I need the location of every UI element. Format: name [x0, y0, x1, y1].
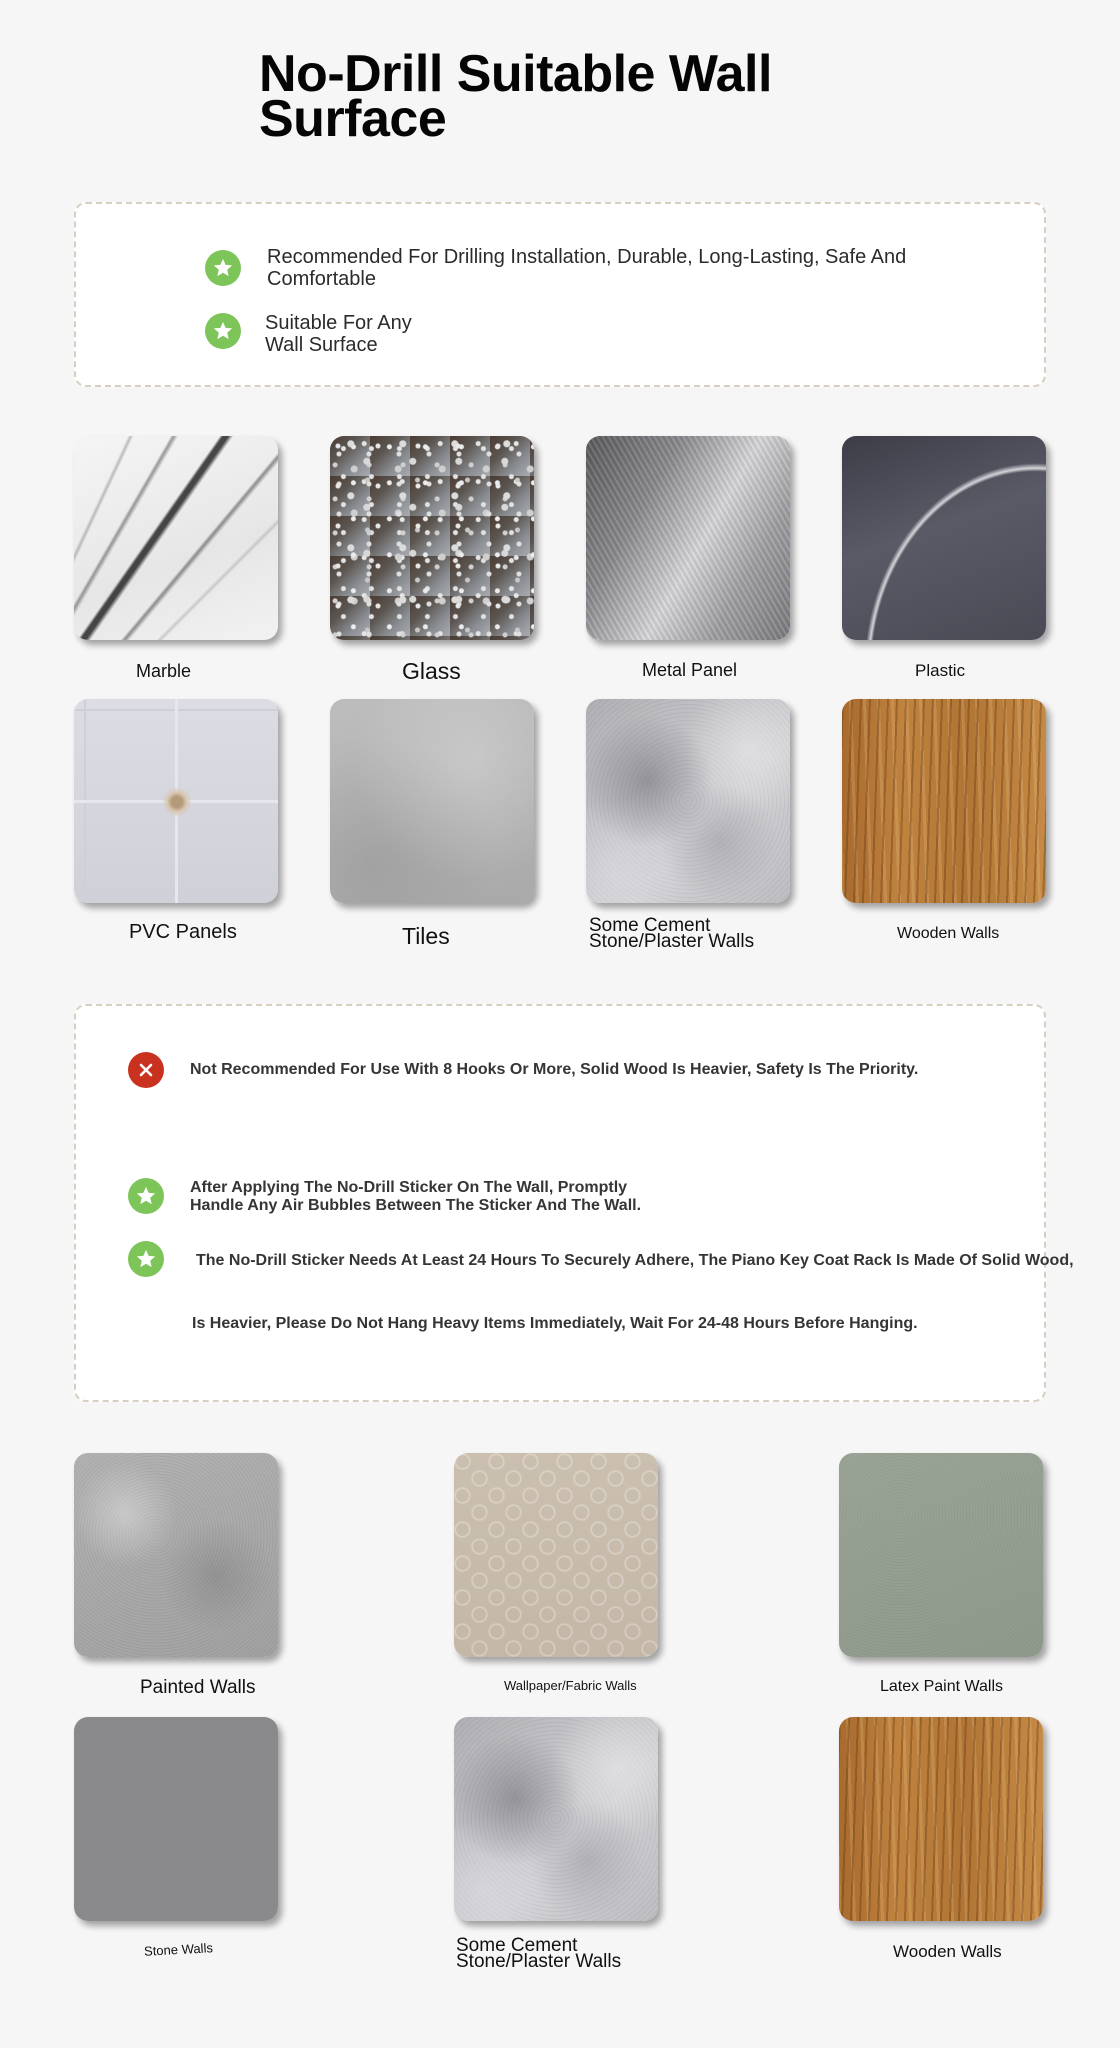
- star-icon: [205, 313, 241, 349]
- label-wooden-walls: Wooden Walls: [893, 1942, 1002, 1961]
- note-not-recommended: Not Recommended For Use With 8 Hooks Or More, Solid Wood Is Heavier, Safety Is The Priority.: [190, 1061, 919, 1078]
- info-text-recommended: Recommended For Drilling Installation, Durable, Long-Lasting, Safe And Comfortable: [267, 246, 907, 290]
- label-wooden-walls: Wooden Walls: [897, 925, 1000, 942]
- texture-marble: [74, 436, 278, 640]
- texture-plastic: [842, 436, 1046, 640]
- close-icon: [128, 1052, 164, 1088]
- label-plastic: Plastic: [915, 661, 966, 680]
- label-pvc-panels: PVC Panels: [129, 921, 237, 943]
- page-title: No-Drill Suitable Wall Surface: [259, 45, 772, 148]
- note-adhere-line1: The No-Drill Sticker Needs At Least 24 Hours To Securely Adhere, The Piano Key Coat Rack Is Made Of Solid Wood,: [196, 1252, 1074, 1269]
- note-adhere-line2: Is Heavier, Please Do Not Hang Heavy Items Immediately, Wait For 24-48 Hours Before Hanging.: [192, 1315, 918, 1332]
- star-icon: [128, 1178, 164, 1214]
- texture-painted-walls: [74, 1453, 278, 1657]
- label-marble: Marble: [136, 661, 192, 681]
- info-text-suitable: Suitable For Any Wall Surface: [265, 312, 412, 356]
- label-wallpaper-fabric: Wallpaper/Fabric Walls: [504, 1678, 637, 1693]
- label-metal-panel: Metal Panel: [642, 660, 738, 680]
- label-painted-walls: Painted Walls: [140, 1677, 256, 1698]
- star-icon: [128, 1241, 164, 1277]
- label-tiles: Tiles: [402, 923, 450, 949]
- texture-glass: [330, 436, 534, 640]
- star-icon: [205, 250, 241, 286]
- label-stone-walls: Stone Walls: [143, 1940, 214, 1959]
- texture-latex-paint: [839, 1453, 1043, 1657]
- info-box-recommended: [74, 202, 1046, 387]
- texture-tiles: [330, 699, 534, 903]
- note-air-bubbles: After Applying The No-Drill Sticker On The Wall, Promptly Handle Any Air Bubbles Between The Sticker And The Wall.: [190, 1179, 642, 1214]
- texture-pvc-panels: [74, 699, 278, 903]
- texture-stone-walls: [74, 1717, 278, 1921]
- texture-wooden-walls: [842, 699, 1046, 903]
- texture-cement-plaster: [454, 1717, 658, 1921]
- texture-wooden-walls: [839, 1717, 1043, 1921]
- label-latex-paint: Latex Paint Walls: [880, 1678, 1004, 1695]
- texture-metal-panel: [586, 436, 790, 640]
- label-glass: Glass: [402, 658, 461, 684]
- label-cement-plaster: Some Cement Stone/Plaster Walls: [589, 915, 755, 952]
- texture-wallpaper-fabric: [454, 1453, 658, 1657]
- texture-cement-plaster: [586, 699, 790, 903]
- label-cement-plaster: Some Cement Stone/Plaster Walls: [456, 1935, 622, 1972]
